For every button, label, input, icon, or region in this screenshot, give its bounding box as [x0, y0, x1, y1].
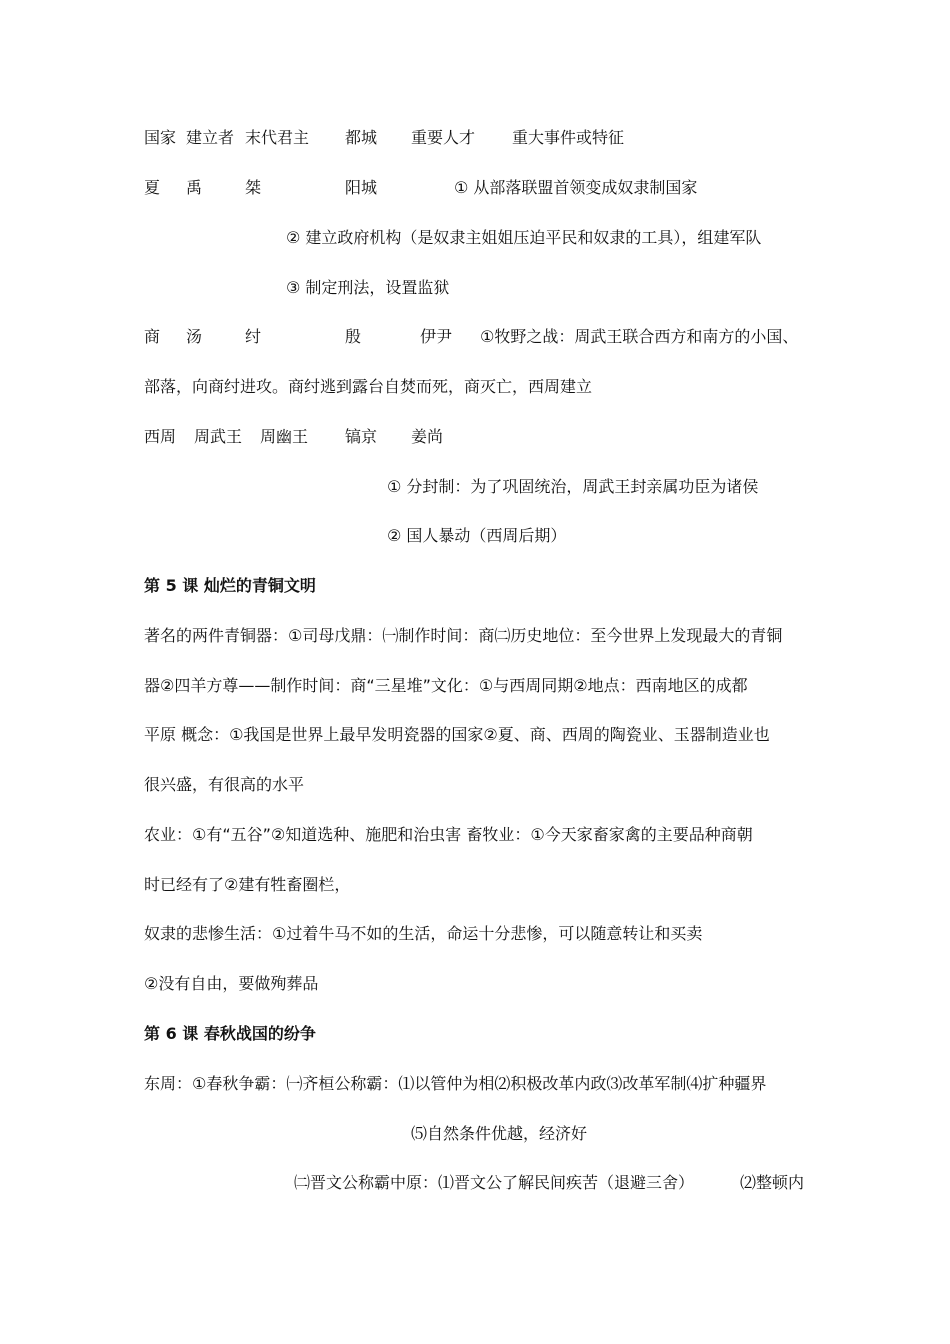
xizhou-event-2: ② 国人暴动（西周后期） — [387, 526, 567, 545]
shang-event-line-2: 部落，向商纣进攻。商纣逃到露台自焚而死，商灭亡，西周建立 — [144, 377, 593, 396]
lesson6-paragraph-line: ㈡晋文公称霸中原：⑴晋文公了解民间疾苦（退避三舍） — [294, 1173, 695, 1192]
xizhou-founder: 周武王 — [194, 427, 243, 446]
lesson5-paragraph-line: 著名的两件青铜器：①司母戊鼎：㈠制作时间：商㈡历史地位：至今世界上发现最大的青铜 — [144, 626, 783, 645]
lesson5-paragraph-line: 奴隶的悲惨生活：①过着牛马不如的生活，命运十分悲惨，可以随意转让和买卖 — [144, 924, 703, 943]
shang-last-ruler: 纣 — [245, 327, 262, 346]
lesson6-paragraph-line: ⑸自然条件优越，经济好 — [411, 1124, 588, 1143]
header-last-ruler: 末代君主 — [245, 128, 310, 147]
header-talents: 重要人才 — [411, 128, 476, 147]
xizhou-last-ruler: 周幽王 — [260, 427, 309, 446]
lesson5-paragraph-line: 农业：①有“五谷”②知道选种、施肥和治虫害 畜牧业：①今天家畜家禽的主要品种商朝 — [144, 825, 753, 844]
lesson5-paragraph-line: ②没有自由，要做殉葬品 — [144, 974, 319, 993]
shang-founder: 汤 — [186, 327, 203, 346]
shang-event-line-1: ①牧野之战：周武王联合西方和南方的小国、 — [480, 327, 799, 346]
xia-event-3: ③ 制定刑法，设置监狱 — [286, 278, 450, 297]
lesson6-paragraph-line: 东周：①春秋争霸：㈠齐桓公称霸：⑴以管仲为相⑵积极改革内政⑶改革军制⑷扩种疆界 — [144, 1074, 767, 1093]
lesson5-paragraph-line: 器②四羊方尊——制作时间：商“三星堆”文化：①与西周同期②地点：西南地区的成都 — [144, 676, 748, 695]
lesson6-title: 第 6 课 春秋战国的纷争 — [144, 1024, 316, 1043]
header-founder: 建立者 — [186, 128, 235, 147]
shang-capital: 殷 — [345, 327, 362, 346]
lesson5-title: 第 5 课 灿烂的青铜文明 — [144, 576, 316, 595]
xia-name: 夏 — [144, 178, 161, 197]
lesson6-paragraph-line: ⑵整顿内 — [740, 1173, 805, 1192]
header-events: 重大事件或特征 — [512, 128, 625, 147]
lesson5-paragraph-line: 时已经有了②建有牲畜圈栏， — [144, 875, 351, 894]
xia-event-2: ② 建立政府机构（是奴隶主姐姐压迫平民和奴隶的工具），组建军队 — [286, 228, 762, 247]
header-capital: 都城 — [345, 128, 378, 147]
lesson5-paragraph-line: 平原 概念：①我国是世界上最早发明瓷器的国家②夏、商、西周的陶瓷业、玉器制造业也 — [144, 725, 770, 744]
xia-event-1: ① 从部落联盟首领变成奴隶制国家 — [454, 178, 698, 197]
xia-founder: 禹 — [186, 178, 203, 197]
xizhou-talent: 姜尚 — [411, 427, 444, 446]
shang-talent: 伊尹 — [420, 327, 453, 346]
xizhou-event-1: ① 分封制：为了巩固统治，周武王封亲属功臣为诸侯 — [387, 477, 759, 496]
xia-last-ruler: 桀 — [245, 178, 262, 197]
lesson5-paragraph-line: 很兴盛，有很高的水平 — [144, 775, 305, 794]
xizhou-name: 西周 — [144, 427, 177, 446]
header-country: 国家 — [144, 128, 177, 147]
xia-capital: 阳城 — [345, 178, 378, 197]
shang-name: 商 — [144, 327, 161, 346]
xizhou-capital: 镐京 — [345, 427, 378, 446]
